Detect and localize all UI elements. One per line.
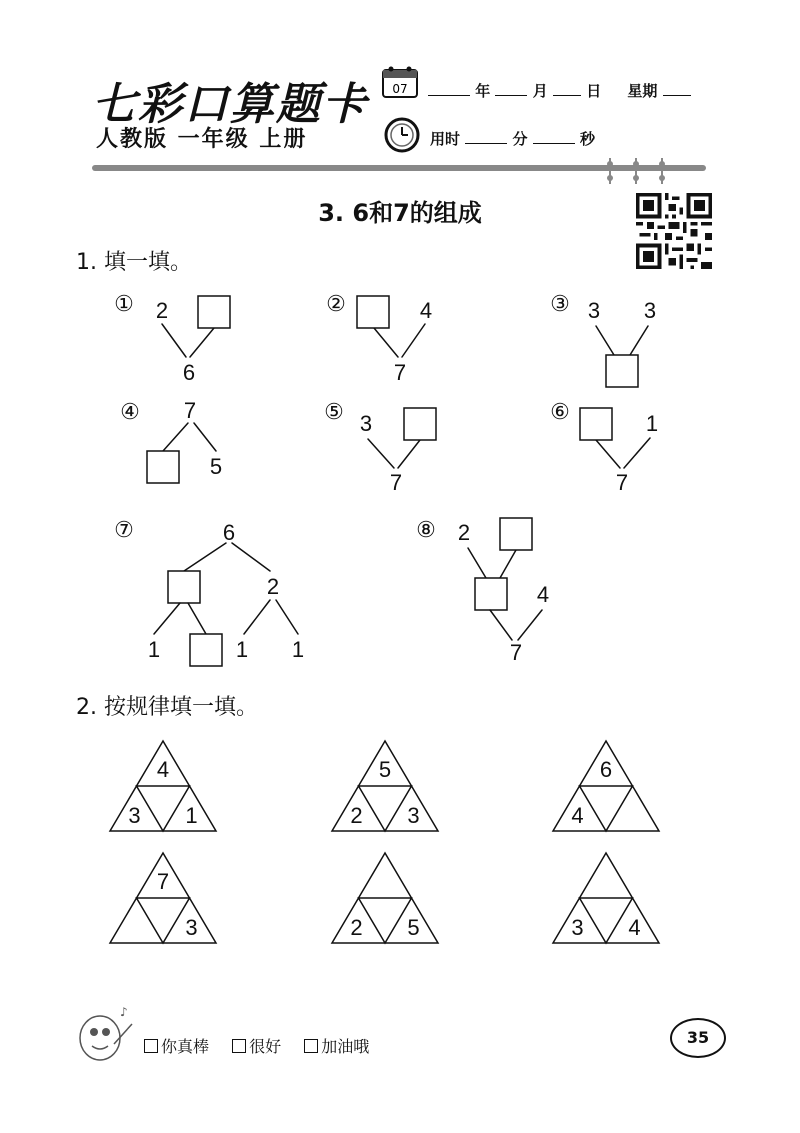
answer-box[interactable]	[606, 355, 638, 387]
rating-option-great[interactable]: 你真棒	[144, 1034, 209, 1057]
seconds-label: 秒	[579, 130, 595, 148]
triangle-number-right: 4	[628, 915, 641, 940]
day-label: 日	[586, 82, 602, 100]
item-number: 7	[393, 360, 407, 385]
answer-box[interactable]	[580, 408, 612, 440]
answer-box[interactable]	[357, 296, 389, 328]
minutes-label: 分	[512, 130, 528, 148]
rating-option-keep-going[interactable]: 加油哦	[304, 1034, 369, 1057]
rating-option-good[interactable]: 很好	[232, 1034, 281, 1057]
item-marker: ⑥	[550, 399, 570, 424]
weekday-label: 星期	[627, 82, 658, 100]
triangle-number-left: 3	[571, 915, 584, 940]
time-used-label: 用时	[430, 130, 461, 148]
item-number: 1	[235, 637, 249, 662]
triangle-inner-cell[interactable]	[137, 786, 190, 831]
item-number: 5	[209, 454, 223, 479]
svg-text:♪: ♪	[120, 1005, 128, 1019]
item-number: 7	[615, 470, 629, 495]
item-number: 6	[222, 520, 236, 545]
year-label: 年	[475, 82, 491, 100]
item-marker: ③	[550, 291, 570, 316]
month-label: 月	[532, 82, 548, 100]
section-1-label: 1. 填一填。	[76, 250, 192, 275]
triangle-number-left: 3	[128, 803, 141, 828]
item-marker: ⑦	[114, 517, 134, 542]
item-number: 3	[359, 411, 373, 436]
item-number: 4	[536, 582, 550, 607]
triangle-number-left: 2	[350, 915, 363, 940]
triangle-inner-cell[interactable]	[580, 898, 633, 943]
rating-options	[144, 1034, 387, 1057]
section-2-label: 2. 按规律填一填。	[76, 695, 258, 720]
item-number: 1	[147, 637, 161, 662]
answer-box[interactable]	[168, 571, 200, 603]
triangle-inner-cell[interactable]	[580, 786, 633, 831]
item-marker: ②	[326, 291, 346, 316]
item-marker: ④	[120, 399, 140, 424]
triangle-number-top: 6	[599, 757, 613, 782]
answer-box[interactable]	[198, 296, 230, 328]
triangle-inner-cell[interactable]	[359, 786, 412, 831]
triangle-number-top: 4	[156, 757, 170, 782]
answer-box[interactable]	[500, 518, 532, 550]
triangle-number-top: 5	[378, 757, 392, 782]
item-number: 4	[419, 298, 433, 323]
workbook-subtitle: 人教版 一年级 上册	[96, 127, 308, 152]
triangle-number-left: 2	[350, 803, 363, 828]
item-number: 3	[643, 298, 657, 323]
triangle-number-right: 3	[407, 803, 420, 828]
page-number: 35	[670, 1018, 726, 1058]
item-number: 2	[457, 520, 471, 545]
answer-box[interactable]	[404, 408, 436, 440]
triangle-number-right: 1	[185, 803, 198, 828]
answer-box[interactable]	[147, 451, 179, 483]
triangle-number-left: 4	[571, 803, 584, 828]
answer-box[interactable]	[475, 578, 507, 610]
mascot-icon	[70, 1004, 138, 1068]
answer-box[interactable]	[190, 634, 222, 666]
triangle-number-right: 3	[185, 915, 198, 940]
triangle-number-right: 5	[407, 915, 420, 940]
checkbox[interactable]	[232, 1039, 246, 1053]
item-number: 2	[155, 298, 169, 323]
lesson-title: 3. 6和7的组成	[318, 199, 482, 227]
workbook-title: 七彩口算题卡	[92, 79, 368, 130]
triangle-inner-cell[interactable]	[137, 898, 190, 943]
item-number: 7	[509, 640, 523, 665]
item-number: 1	[645, 411, 659, 436]
item-number: 2	[266, 574, 280, 599]
triangle-number-top: 7	[156, 869, 170, 894]
calendar-icon-text: 07	[392, 82, 408, 96]
item-marker: ①	[114, 291, 134, 316]
checkbox[interactable]	[144, 1039, 158, 1053]
item-number: 3	[587, 298, 601, 323]
item-number: 1	[291, 637, 305, 662]
item-number: 7	[389, 470, 403, 495]
triangle-inner-cell[interactable]	[359, 898, 412, 943]
checkbox[interactable]	[304, 1039, 318, 1053]
item-number: 7	[183, 398, 197, 423]
item-marker: ⑤	[324, 399, 344, 424]
item-marker: ⑧	[416, 517, 436, 542]
item-number: 6	[182, 360, 196, 385]
